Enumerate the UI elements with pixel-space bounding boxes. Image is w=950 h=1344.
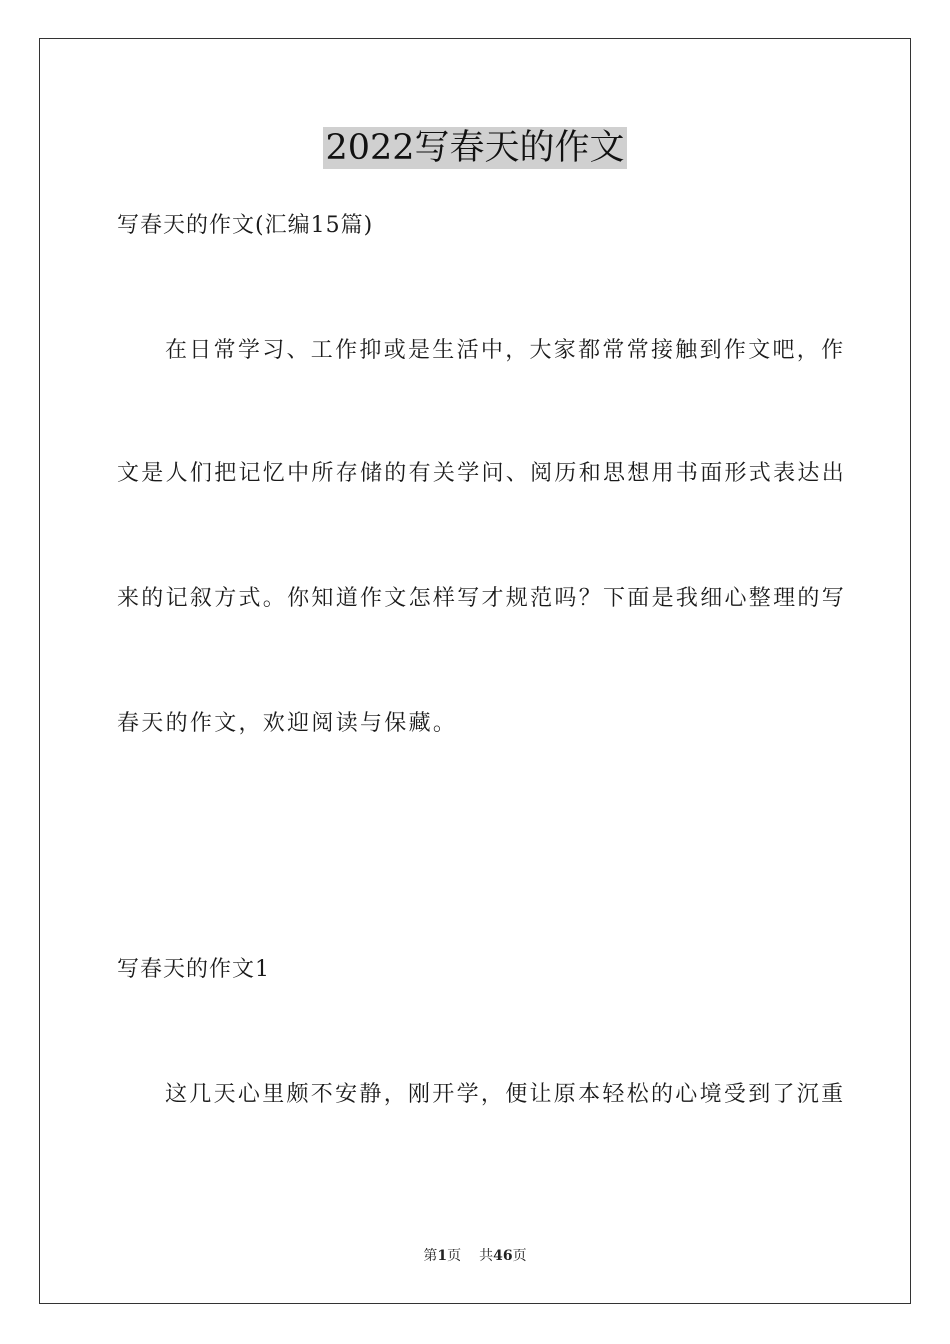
section-heading: 写春天的作文1 [117, 957, 270, 982]
section-paragraph-line: 这几天心里颇不安静，刚开学，便让原本轻松的心境受到了沉重 [165, 1082, 846, 1107]
intro-paragraph-line: 春天的作文，欢迎阅读与保藏。 [117, 711, 458, 736]
intro-paragraph-line: 文是人们把记忆中所存储的有关学问、阅历和思想用书面形式表达出 [117, 461, 847, 486]
intro-paragraph-line: 来的记叙方式。你知道作文怎样写才规范吗？下面是我细心整理的写 [117, 586, 847, 611]
page-footer [0, 1246, 950, 1266]
footer-total-suffix: 页 [512, 1248, 527, 1264]
footer-total-prefix: 共 [479, 1248, 494, 1264]
footer-page-prefix: 第 [423, 1248, 438, 1264]
document-title: 2022写春天的作文 [325, 128, 625, 168]
footer-page-suffix: 页 [447, 1248, 462, 1264]
intro-paragraph-line: 在日常学习、工作抑或是生活中，大家都常常接触到作文吧，作 [165, 338, 846, 363]
footer-total-pages: 46 [493, 1248, 513, 1264]
title-container [0, 127, 950, 169]
document-subtitle: 写春天的作文(汇编15篇) [117, 213, 374, 238]
footer-page-number: 1 [437, 1248, 448, 1264]
